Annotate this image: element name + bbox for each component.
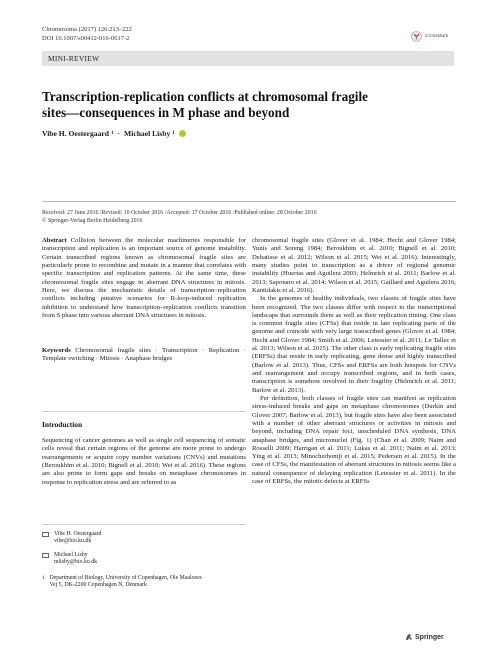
crossmark-label: CrossMark bbox=[425, 33, 449, 39]
affiliation-marker: 1 bbox=[111, 131, 114, 136]
history-dates: Received: 27 June 2016 /Revised: 10 October 2016 /Accepted: 17 October 2016 /Published online: 28 October 2016 bbox=[42, 210, 317, 216]
crossmark-badge[interactable] bbox=[411, 30, 457, 42]
envelope-icon bbox=[42, 532, 49, 537]
article-type: MINI-REVIEW bbox=[48, 54, 100, 63]
contact-name: Michael Lisby bbox=[54, 551, 88, 558]
affiliation-line: Department of Biology, University of Copenhagen, Ole Maaloees bbox=[49, 575, 202, 582]
paragraph: In the genomes of healthy individuals, two classes of fragile sites have been recognized. The two classes differ with respect to the transcriptional landscape that surrounds them as well as their replication timing. One class is common fragile sites (CFSs) that reside in late replicating parts of the genome and coincide with very large transcribed genes (Glover et al. 1984; Hecht and Glover 1984; Smith et al. 2006; Letessier et al. 2011; Le Tallec et al. 2013; Wilson et al. 2015). The other class is early replicating fragile sites (ERFSs) that reside in early replicating, gene dense and highly transcribed (Barlow et al. 2013). Thus, CFSs and ERFSs are both hotspots for CNVs and rearrangement and occupy transcribed regions, and in both cases, transcription is somehow involved in their fragility (Helmrich et al. 2011; Barlow et al. 2013). bbox=[252, 295, 456, 394]
paragraph: Per definition, both classes of fragile sites can manifest as replication stress-induced breaks and gaps on metaphase chromosomes (Durkin and Glover 2007; Barlow et al. 2013), but fragile sites have also been associated with a number of other aberrant structures or activities in mitosis and beyond, including DNA repair foci, unscheduled DNA synthesis, DNA anaphase bridges, and micronuclei (Fig. 1) (Chan et al. 2009; Naim and Rosselli 2009; Harrigan et al. 2011; Lukas et al. 2011; Naim et al. 2013; Ying et al. 2013; Minocherhomji et al. 2015; Pedersen et al. 2015). In the case of CFSs, the manifestation of aberrant structures in mitosis seems like a natural consequence of delaying replication (Letessier et al. 2011). In the case of ERFSs, the mitotic defects at ERFSs bbox=[252, 394, 456, 486]
keywords bbox=[42, 347, 246, 364]
abstract-text: Collision between the molecular machineries responsible for transcription and replication is an important source of genome instability. Certain transcribed regions known as chromosomal fragile sites are particularly prone to recombine and mutate in a manner that correlates with specific transcription and replication patterns. At the same time, these chromosomal fragile sites engage in aberrant DNA structures in mitosis. Here, we discuss the mechanistic details of transcription–replication conflicts including putative scenarios for R-loop-induced replication inhibition to understand how transcription–replication conflicts transition from S phase into various aberrant DNA structures in mitosis. bbox=[42, 237, 246, 319]
envelope-icon bbox=[42, 553, 49, 558]
section-heading: Introduction bbox=[42, 420, 83, 429]
abstract bbox=[42, 237, 246, 320]
springer-horse-icon bbox=[405, 633, 413, 641]
author-list bbox=[42, 129, 186, 138]
keywords-text: Chromosomal fragile sites · Transcription · Replication · Template switching · Mitosis · Anaphase bridges bbox=[42, 347, 246, 363]
divider bbox=[42, 201, 456, 202]
divider bbox=[42, 524, 246, 525]
correspondence bbox=[42, 531, 246, 590]
copyright: © Springer-Verlag Berlin Heidelberg 2016 bbox=[42, 218, 143, 225]
abstract-label: Abstract bbox=[42, 237, 67, 244]
divider bbox=[42, 411, 246, 412]
article-title bbox=[42, 89, 462, 121]
title-line-1: Transcription-replication conflicts at chromosomal fragile bbox=[42, 89, 368, 104]
contact-name: Vibe H. Oestergaard bbox=[54, 531, 102, 537]
publication-dates bbox=[42, 209, 317, 225]
affiliation-marker: 1 bbox=[172, 131, 175, 136]
contact-email[interactable]: mlisby@bio.ku.dk bbox=[54, 558, 98, 565]
intro-paragraph bbox=[42, 437, 246, 487]
author-separator: · bbox=[117, 129, 121, 138]
publisher-name: Springer bbox=[415, 633, 444, 641]
paragraph: chromosomal fragile sites (Glover et al. 1984; Hecht and Glover 1984; Yunis and Soreng 1984; Beroukhim et al. 2010; Bignell et al. 2010; Debatisse et al. 2012; Wilson et al. 2015; Wei et al. 2016). Interestingly, many studies point to transcription as a driver of regional genomic instability (Huertas and Aguilera 2003; Helmrich et al. 2011; Barlow et al. 2013; Saponaro et al. 2014; Wilson et al. 2015; Gaillard and Aguilera 2016; Kantidakis et al. 2016). bbox=[252, 237, 456, 294]
doi[interactable]: DOI 10.1007/s00412-016-0617-2 bbox=[42, 34, 130, 42]
affiliation bbox=[42, 575, 246, 590]
contact-entry bbox=[42, 531, 246, 546]
journal-header bbox=[42, 26, 132, 43]
article-type-band bbox=[42, 51, 454, 66]
author-name[interactable]: Michael Lisby bbox=[124, 129, 171, 138]
journal-citation: Chromosoma (2017) 126:213–222 bbox=[42, 26, 132, 33]
author-name[interactable]: Vibe H. Oestergaard bbox=[42, 129, 109, 138]
affiliation-number: 1 bbox=[42, 576, 45, 582]
crossmark-icon bbox=[411, 31, 422, 42]
intro-text: Sequencing of cancer genomes as well as single cell sequencing of somatic cells reveal that certain regions of the genome are more prone to undergo rearrangements or acquire copy number variations (CNVs) and mutations (Beroukhim et al. 2010; Bignell et al. 2010; Wei et al. 2016). These regions are also prone to form gaps and breaks on metaphase chromosomes in response to replication stress and are referred to as bbox=[42, 437, 246, 486]
contact-email[interactable]: vibe@bio.ku.dk bbox=[54, 538, 92, 545]
publisher-logo bbox=[405, 633, 444, 641]
body-right-column bbox=[252, 237, 456, 486]
affiliation-line: Vej 5, DK-2200 Copenhagen N, Denmark bbox=[49, 582, 147, 589]
title-line-2: sites—consequences in M phase and beyond bbox=[42, 105, 290, 120]
contact-entry bbox=[42, 552, 246, 567]
keywords-label: Keywords bbox=[42, 347, 71, 354]
orcid-icon[interactable] bbox=[179, 130, 186, 137]
